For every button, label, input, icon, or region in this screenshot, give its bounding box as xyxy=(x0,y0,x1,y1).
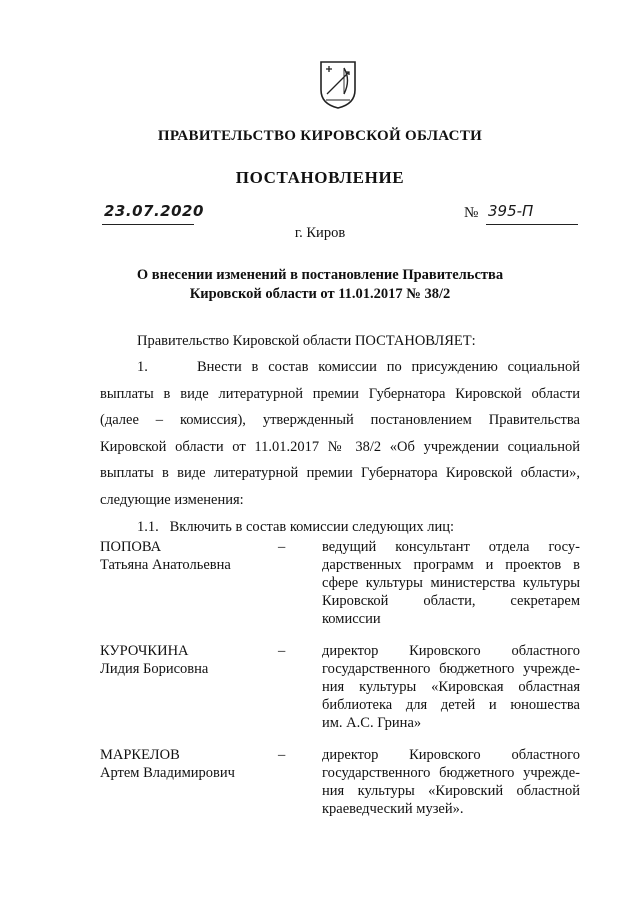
item-1-line: выплаты в виде литературной премии Губернатора Кировской области xyxy=(100,385,580,402)
subject-line-1: О внесении изменений в постановление Правительства xyxy=(136,267,504,283)
item-1-line: выплаты в виде литературной премии Губернатора Кировской области», xyxy=(100,465,580,481)
position-line: комиссии xyxy=(322,611,381,627)
position-line: краеведческий музей». xyxy=(322,801,464,817)
member-given-names: Артем Владимирович xyxy=(100,765,235,781)
member-given-names: Татьяна Анатольевна xyxy=(100,557,231,573)
item-1-line: Кировской области от 11.01.2017 № 38/2 «Об учреждении социальной xyxy=(100,438,580,455)
number-sign: № xyxy=(464,205,479,221)
coat-of-arms-icon xyxy=(318,60,358,110)
position-line: ведущий консультант отдела госу- xyxy=(322,539,580,555)
member-surname: КУРОЧКИНА xyxy=(100,643,189,659)
item-1-line: 1. Внести в состав комиссии по присуждению социальной xyxy=(137,359,580,375)
member-given-names: Лидия Борисовна xyxy=(100,661,209,677)
position-line: ния культуры «Кировский областной xyxy=(322,783,580,799)
document-number: 395-П xyxy=(488,202,534,220)
member-position xyxy=(322,538,580,628)
position-line: Кировской области, секретарем xyxy=(322,593,580,609)
item-1-paragraph xyxy=(100,354,580,513)
member-name xyxy=(100,642,280,678)
member-position xyxy=(322,746,580,818)
position-line: дарственных программ и проектов в xyxy=(322,557,580,573)
item-1-line: следующие изменения: xyxy=(100,491,244,508)
position-line: государственного бюджетного учрежде- xyxy=(322,661,580,677)
position-line: директор Кировского областного xyxy=(322,643,580,659)
position-line: государственного бюджетного учрежде- xyxy=(322,765,580,781)
position-line: ния культуры «Кировская областная xyxy=(322,679,580,695)
document-type: ПОСТАНОВЛЕНИЕ xyxy=(235,168,405,187)
intro-paragraph: Правительство Кировской области ПОСТАНОВЛЯЕТ: xyxy=(137,333,476,349)
member-surname: ПОПОВА xyxy=(100,539,162,555)
position-line: библиотека для детей и юношества xyxy=(322,697,580,713)
dash-separator: – xyxy=(278,539,286,555)
dash-separator: – xyxy=(278,747,286,763)
document-date: 23.07.2020 xyxy=(104,202,204,220)
position-line: сфере культуры министерства культуры xyxy=(322,575,580,591)
position-line: директор Кировского областного xyxy=(322,747,580,763)
city: г. Киров xyxy=(294,225,346,241)
dash-separator: – xyxy=(278,643,286,659)
subject-line-2: Кировской области от 11.01.2017 № 38/2 xyxy=(189,286,451,302)
subject-heading xyxy=(0,266,640,304)
member-surname: МАРКЕЛОВ xyxy=(100,747,180,763)
item-1-line: (далее – комиссия), утвержденный постановлением Правительства xyxy=(100,412,580,428)
position-line: им. А.С. Грина» xyxy=(322,715,422,731)
member-name xyxy=(100,746,280,782)
member-name xyxy=(100,538,280,574)
item-1-1-paragraph: 1.1. Включить в состав комиссии следующих лиц: xyxy=(137,519,455,535)
government-title: ПРАВИТЕЛЬСТВО КИРОВСКОЙ ОБЛАСТИ xyxy=(157,128,483,144)
member-position xyxy=(322,642,580,732)
